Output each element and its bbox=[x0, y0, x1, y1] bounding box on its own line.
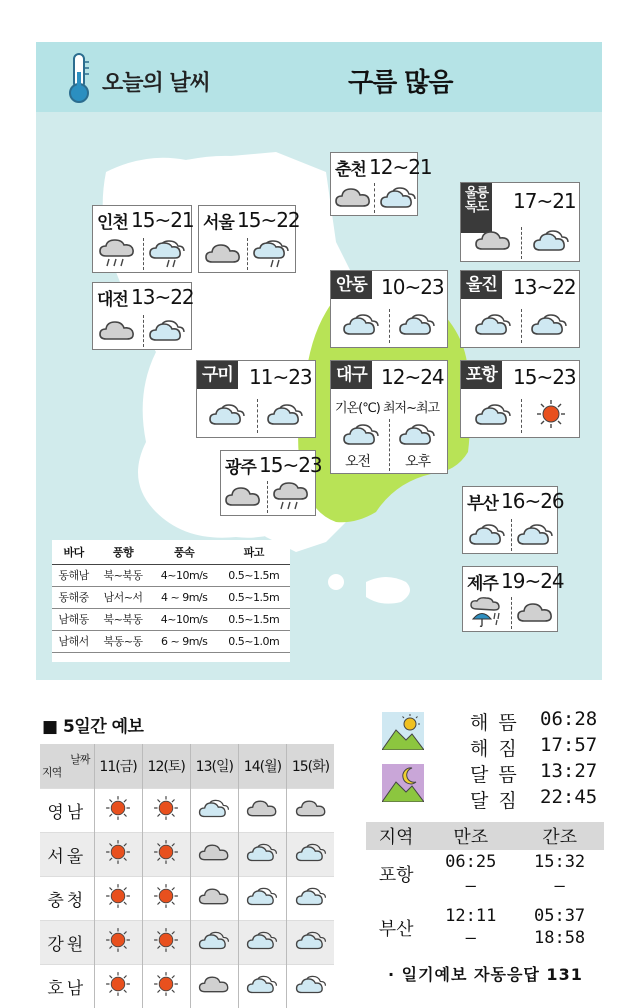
partly-cloudy-icon bbox=[529, 309, 569, 339]
sea-header: 풍속 bbox=[151, 540, 218, 564]
sea-conditions-table bbox=[52, 540, 290, 662]
cloud-icon bbox=[97, 315, 137, 345]
tide-header: 만조 bbox=[426, 822, 515, 850]
city-temp: 15~23 bbox=[513, 365, 576, 389]
city-temp: 16~26 bbox=[501, 489, 564, 513]
partly-cloudy-icon bbox=[294, 970, 328, 998]
partly-cloudy-icon bbox=[473, 309, 513, 339]
sunset-label: 해 짐 bbox=[470, 738, 519, 760]
city-temp: 15~22 bbox=[237, 208, 300, 232]
moonrise-label: 달 뜸 bbox=[470, 764, 519, 786]
sun-icon bbox=[101, 970, 135, 998]
moonrise-time: 13:27 bbox=[540, 760, 598, 782]
city-name: 광주 bbox=[225, 458, 256, 478]
forecast-row bbox=[40, 876, 334, 920]
pm-label: 오후 bbox=[405, 454, 431, 470]
forecast-row bbox=[40, 920, 334, 964]
sun-icon bbox=[101, 838, 135, 866]
sea-header: 파고 bbox=[218, 540, 290, 564]
cloud-rain-icon bbox=[97, 238, 137, 268]
table-row: – – bbox=[465, 876, 565, 896]
partly-cloudy-icon bbox=[245, 882, 279, 910]
city-temp: 12~21 bbox=[369, 155, 432, 179]
forecast-region: 서울 bbox=[40, 832, 94, 876]
city-name: 제주 bbox=[467, 574, 498, 594]
sun-icon bbox=[101, 794, 135, 822]
tide-header: 지역 bbox=[366, 822, 426, 850]
city-card-gumi bbox=[196, 360, 316, 438]
umbrella-rain-icon bbox=[467, 597, 507, 627]
partly-cloudy-icon bbox=[197, 926, 231, 954]
sun-icon bbox=[101, 882, 135, 910]
sun-icon bbox=[149, 926, 183, 954]
sunset-time: 17:57 bbox=[540, 734, 598, 756]
forecast-row bbox=[40, 788, 334, 832]
table-row: 남해서 북동~동 6 ~ 9m/s 0.5~1.0m bbox=[52, 630, 290, 652]
partly-cloudy-icon bbox=[265, 399, 305, 429]
city-card-chuncheon bbox=[330, 152, 432, 216]
city-name: 서울 bbox=[203, 213, 234, 233]
tide-location: 부산 bbox=[378, 919, 414, 940]
partly-cloudy-icon bbox=[473, 399, 513, 429]
cloud-icon bbox=[245, 794, 279, 822]
page-title: 오늘의 날씨 bbox=[102, 71, 210, 96]
cloud-icon bbox=[515, 597, 555, 627]
forecast-region: 충청 bbox=[40, 876, 94, 920]
table-row: 부산 12:11 05:37 bbox=[366, 898, 604, 926]
cloud-icon bbox=[197, 970, 231, 998]
forecast-day: 13(일) bbox=[190, 744, 238, 788]
city-card-ulleung bbox=[460, 182, 580, 262]
city-card-daegu bbox=[330, 360, 448, 474]
sun-icon bbox=[149, 838, 183, 866]
forecast-day: 14(월) bbox=[238, 744, 286, 788]
partly-cloudy-icon bbox=[207, 399, 247, 429]
forecast-region: 강원 bbox=[40, 920, 94, 964]
city-name: 울릉 독도 bbox=[461, 183, 492, 233]
city-temp: 19~24 bbox=[501, 569, 564, 593]
cloud-icon bbox=[223, 481, 263, 511]
partly-cloudy-icon bbox=[294, 882, 328, 910]
tide-location: 포항 bbox=[378, 865, 414, 886]
city-card-pohang bbox=[460, 360, 580, 438]
forecast-corner: 날짜 지역 bbox=[40, 744, 94, 788]
city-name: 부산 bbox=[467, 494, 498, 514]
city-card-daejeon bbox=[92, 282, 192, 350]
partly-cloudy-icon bbox=[467, 519, 507, 549]
cloud-icon bbox=[197, 838, 231, 866]
forecast-title: ■ 5일간 예보 bbox=[42, 717, 144, 737]
cloud-rain-icon bbox=[271, 481, 311, 511]
forecast-region: 호남 bbox=[40, 964, 94, 1008]
sun-mountain-icon bbox=[382, 712, 424, 750]
sunrise-label: 해 뜸 bbox=[470, 712, 519, 734]
sun-icon bbox=[149, 970, 183, 998]
sun-icon bbox=[531, 399, 571, 429]
forecast-row bbox=[40, 964, 334, 1008]
partly-cloudy-icon bbox=[397, 419, 437, 449]
table-row: 남해동 북~북동 4~10m/s 0.5~1.5m bbox=[52, 608, 290, 630]
table-row: 동해중 남서~서 4 ~ 9m/s 0.5~1.5m bbox=[52, 586, 290, 608]
forecast-table bbox=[40, 744, 334, 1008]
city-card-gwangju bbox=[220, 450, 322, 516]
city-temp: 10~23 bbox=[381, 275, 444, 299]
weather-condition: 구름 많음 bbox=[348, 68, 453, 98]
moonset-time: 22:45 bbox=[540, 786, 598, 808]
city-name: 구미 bbox=[197, 361, 238, 389]
forecast-region: 영남 bbox=[40, 788, 94, 832]
table-row: 포항 06:25 15:32 bbox=[366, 850, 604, 874]
partly-cloudy-icon bbox=[245, 970, 279, 998]
sea-header: 풍향 bbox=[95, 540, 151, 564]
city-card-uljin bbox=[460, 270, 580, 348]
forecast-day: 12(토) bbox=[142, 744, 190, 788]
partly-cloudy-icon bbox=[245, 838, 279, 866]
cloud-icon bbox=[203, 238, 243, 268]
city-card-seoul bbox=[198, 205, 300, 273]
table-row: – 18:58 bbox=[465, 928, 586, 948]
city-name: 인천 bbox=[97, 213, 128, 233]
sun-icon bbox=[101, 926, 135, 954]
sun-icon bbox=[149, 794, 183, 822]
partly-cloudy-icon bbox=[197, 794, 231, 822]
table-row: 동해남 북~북동 4~10m/s 0.5~1.5m bbox=[52, 564, 290, 586]
city-name: 춘천 bbox=[335, 160, 366, 180]
am-label: 오전 bbox=[345, 454, 371, 470]
footer-hotline: · 일기예보 자동응답 131 bbox=[388, 965, 583, 984]
city-name: 안동 bbox=[331, 271, 372, 299]
forecast-day: 11(금) bbox=[94, 744, 142, 788]
tide-header: 간조 bbox=[515, 822, 604, 850]
partly-cloudy-icon bbox=[294, 838, 328, 866]
partly-cloudy-icon bbox=[245, 926, 279, 954]
city-name: 대구 bbox=[331, 361, 372, 389]
partly-cloudy-icon bbox=[515, 519, 555, 549]
city-temp: 15~23 bbox=[259, 453, 322, 477]
partly-cloudy-icon bbox=[531, 225, 571, 255]
sun-icon bbox=[149, 882, 183, 910]
partly-cloudy-rain-icon bbox=[147, 238, 187, 268]
partly-cloudy-rain-icon bbox=[251, 238, 291, 268]
partly-cloudy-icon bbox=[397, 309, 437, 339]
partly-cloudy-icon bbox=[294, 926, 328, 954]
city-temp: 12~24 bbox=[381, 365, 444, 389]
city-card-jeju bbox=[462, 566, 564, 632]
thermometer-icon bbox=[64, 52, 94, 104]
moonset-label: 달 짐 bbox=[470, 790, 519, 812]
city-card-andong bbox=[330, 270, 448, 348]
cloud-icon bbox=[197, 882, 231, 910]
temp-legend: 기온(℃) 최저~최고 bbox=[335, 401, 440, 416]
partly-cloudy-icon bbox=[341, 309, 381, 339]
city-name: 대전 bbox=[97, 290, 128, 310]
sunrise-time: 06:28 bbox=[540, 708, 598, 730]
partly-cloudy-icon bbox=[147, 315, 187, 345]
city-name: 울진 bbox=[461, 271, 502, 299]
city-temp: 13~22 bbox=[513, 275, 576, 299]
forecast-row bbox=[40, 832, 334, 876]
forecast-day: 15(화) bbox=[287, 744, 335, 788]
cloud-icon bbox=[294, 794, 328, 822]
tide-table bbox=[366, 822, 604, 950]
city-card-busan bbox=[462, 486, 564, 554]
moon-mountain-icon bbox=[382, 764, 424, 802]
partly-cloudy-icon bbox=[378, 182, 418, 212]
partly-cloudy-icon bbox=[341, 419, 381, 449]
cloud-icon bbox=[333, 182, 373, 212]
city-temp: 11~23 bbox=[249, 365, 312, 389]
city-card-incheon bbox=[92, 205, 192, 273]
city-temp: 17~21 bbox=[513, 189, 576, 213]
city-name: 포항 bbox=[461, 361, 502, 389]
sea-header: 바다 bbox=[52, 540, 95, 564]
city-temp: 15~21 bbox=[131, 208, 194, 232]
city-temp: 13~22 bbox=[131, 285, 194, 309]
cloud-icon bbox=[473, 225, 513, 255]
